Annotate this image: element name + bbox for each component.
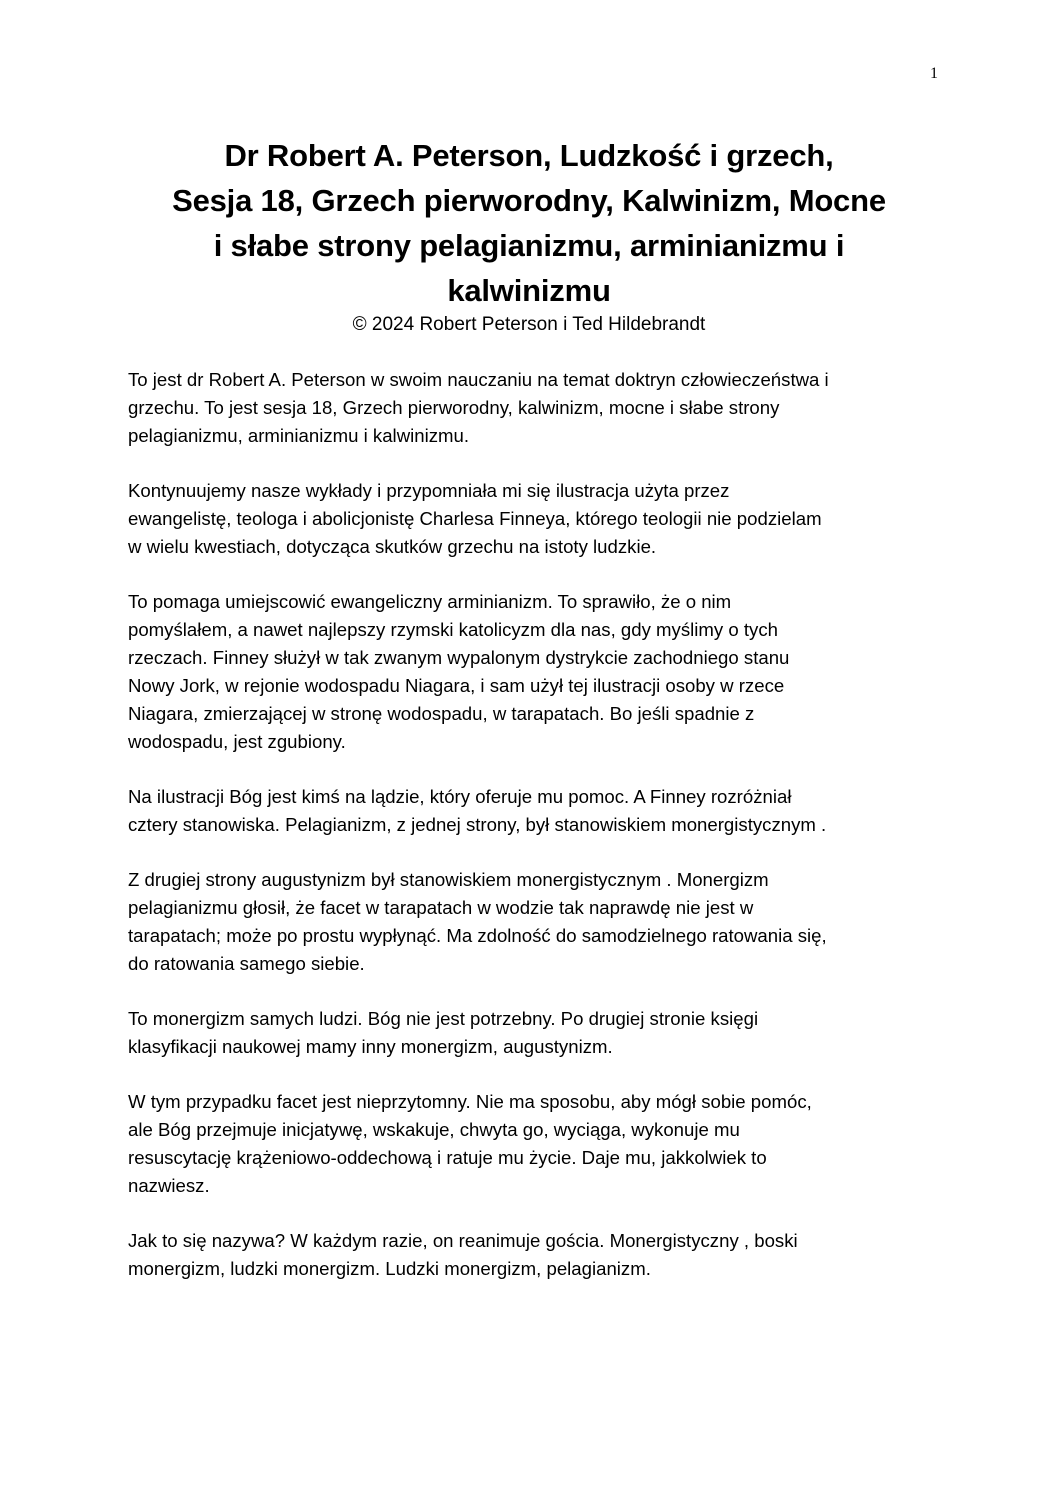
text-line: Nowy Jork, w rejonie wodospadu Niagara, i sam użył tej ilustracji osoby w rzece xyxy=(128,675,785,696)
text-line: Jak to się nazywa? W każdym razie, on reanimuje gościa. Monergistyczny , boski xyxy=(128,1230,798,1251)
text-line: resuscytację krążeniowo-oddechową i ratuje mu życie. Daje mu, jakkolwiek to xyxy=(128,1147,767,1168)
text-line: do ratowania samego siebie. xyxy=(128,953,365,974)
text-line: ale Bóg przejmuje inicjatywę, wskakuje, chwyta go, wyciąga, wykonuje mu xyxy=(128,1119,740,1140)
paragraph xyxy=(128,1227,948,1283)
text-line: To jest dr Robert A. Peterson w swoim nauczaniu na temat doktryn człowieczeństwa i xyxy=(128,369,829,390)
text-line: Kontynuujemy nasze wykłady i przypomniała mi się ilustracja użyta przez xyxy=(128,480,730,501)
text-line: Z drugiej strony augustynizm był stanowiskiem monergistycznym . Monergizm xyxy=(128,869,769,890)
text-line: ewangelistę, teologa i abolicjonistę Charlesa Finneya, którego teologii nie podzielam xyxy=(128,508,822,529)
text-line: nazwiesz. xyxy=(128,1175,210,1196)
text-line: pelagianizmu głosił, że facet w tarapatach w wodzie tak naprawdę nie jest w xyxy=(128,897,754,918)
text-line: monergizm, ludzki monergizm. Ludzki monergizm, pelagianizm. xyxy=(128,1258,651,1279)
text-line: Niagara, zmierzającej w stronę wodospadu, w tarapatach. Bo jeśli spadnie z xyxy=(128,703,755,724)
copyright-notice: © 2024 Robert Peterson i Ted Hildebrandt xyxy=(352,314,706,335)
paragraph xyxy=(128,866,948,978)
document-title xyxy=(110,133,948,313)
paragraph xyxy=(128,783,948,839)
title-line: Sesja 18, Grzech pierworodny, Kalwinizm, Mocne xyxy=(172,183,886,218)
text-line: pomyślałem, a nawet najlepszy rzymski katolicyzm dla nas, gdy myślimy o tych xyxy=(128,619,778,640)
text-line: tarapatach; może po prostu wypłynąć. Ma zdolność do samodzielnego ratowania się, xyxy=(128,925,827,946)
text-line: rzeczach. Finney służył w tak zwanym wypalonym dystrykcie zachodniego stanu xyxy=(128,647,790,668)
text-line: cztery stanowiska. Pelagianizm, z jednej strony, był stanowiskiem monergistycznym . xyxy=(128,814,827,835)
title-line: kalwinizmu xyxy=(447,273,611,308)
paragraph xyxy=(128,588,948,756)
page-number: 1 xyxy=(930,65,938,82)
text-line: w wielu kwestiach, dotycząca skutków grzechu na istoty ludzkie. xyxy=(128,536,657,557)
text-line: Na ilustracji Bóg jest kimś na lądzie, który oferuje mu pomoc. A Finney rozróżniał xyxy=(128,786,792,807)
paragraph xyxy=(128,477,948,561)
text-line: wodospadu, jest zgubiony. xyxy=(128,731,346,752)
title-line: i słabe strony pelagianizmu, arminianizmu i xyxy=(213,228,845,263)
text-line: To monergizm samych ludzi. Bóg nie jest potrzebny. Po drugiej stronie księgi xyxy=(128,1008,759,1029)
text-line: W tym przypadku facet jest nieprzytomny. Nie ma sposobu, aby mógł sobie pomóc, xyxy=(128,1091,812,1112)
paragraph xyxy=(128,1088,948,1200)
document-body xyxy=(128,366,948,1310)
title-line: Dr Robert A. Peterson, Ludzkość i grzech, xyxy=(224,138,834,173)
paragraph xyxy=(128,366,948,450)
paragraph xyxy=(128,1005,948,1061)
text-line: klasyfikacji naukowej mamy inny monergizm, augustynizm. xyxy=(128,1036,613,1057)
text-line: To pomaga umiejscowić ewangeliczny arminianizm. To sprawiło, że o nim xyxy=(128,591,732,612)
text-line: pelagianizmu, arminianizmu i kalwinizmu. xyxy=(128,425,470,446)
text-line: grzechu. To jest sesja 18, Grzech pierworodny, kalwinizm, mocne i słabe strony xyxy=(128,397,780,418)
